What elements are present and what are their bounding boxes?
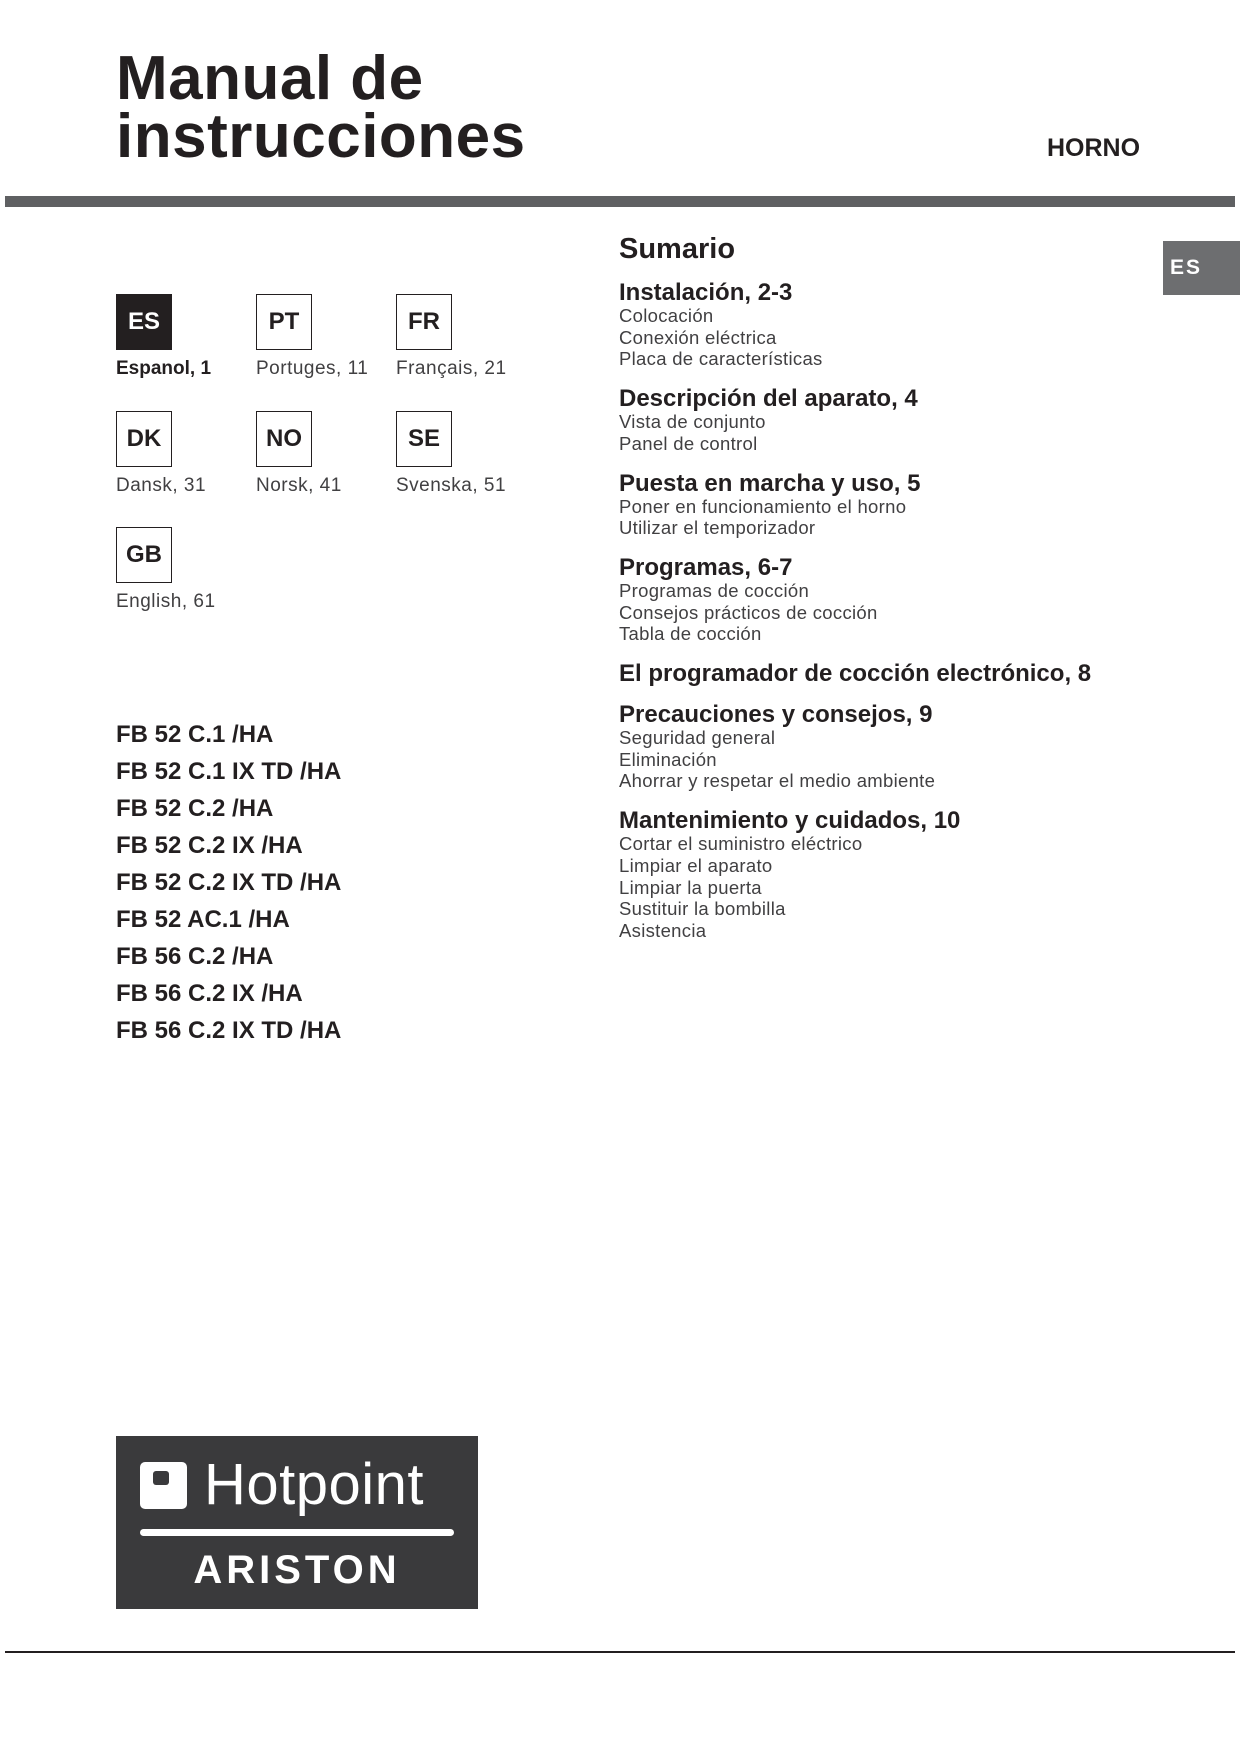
language-label: Norsk, 41 bbox=[256, 475, 342, 496]
language-code-box: SE bbox=[396, 411, 452, 467]
product-type: HORNO bbox=[1047, 134, 1141, 162]
language-entry-fr[interactable] bbox=[396, 294, 526, 380]
toc-section-mantenimiento[interactable] bbox=[619, 809, 1099, 942]
toc-heading: Instalación, 2-3 bbox=[619, 279, 793, 306]
language-label: Dansk, 31 bbox=[116, 475, 207, 496]
title-line-2: instrucciones bbox=[116, 102, 526, 171]
toc-item: Ahorrar y respetar el medio ambiente bbox=[619, 770, 936, 792]
language-label: Espanol, 1 bbox=[116, 358, 212, 379]
table-of-contents bbox=[619, 233, 1099, 959]
model-item: FB 52 C.2 IX /HA bbox=[116, 832, 303, 859]
toc-item: Seguridad general bbox=[619, 727, 776, 749]
toc-item: Panel de control bbox=[619, 432, 758, 454]
model-item: FB 52 AC.1 /HA bbox=[116, 906, 290, 933]
language-code-box: FR bbox=[396, 294, 452, 350]
toc-section-programador[interactable] bbox=[619, 662, 1099, 686]
logo-divider bbox=[140, 1529, 454, 1536]
toc-heading: Puesta en marcha y uso, 5 bbox=[619, 469, 921, 497]
toc-heading: Precauciones y consejos, 9 bbox=[619, 701, 933, 729]
toc-item: Limpiar el aparato bbox=[619, 854, 773, 876]
title-line-1: Manual de bbox=[116, 44, 424, 113]
brand-logo bbox=[116, 1436, 478, 1609]
toc-item: Tabla de cocción bbox=[619, 623, 762, 645]
model-item: FB 52 C.2 IX TD /HA bbox=[116, 869, 342, 896]
language-label: Portuges, 11 bbox=[256, 358, 369, 379]
model-item: FB 56 C.2 /HA bbox=[116, 943, 274, 970]
model-item: FB 56 C.2 IX TD /HA bbox=[116, 1017, 342, 1044]
toc-item: Cortar el suministro eléctrico bbox=[619, 833, 863, 855]
logo-brand-text: Hotpoint bbox=[204, 1452, 425, 1517]
header-divider bbox=[5, 196, 1235, 207]
toc-item: Vista de conjunto bbox=[619, 411, 766, 433]
logo-sub-text: ARISTON bbox=[193, 1548, 401, 1592]
language-entry-se[interactable] bbox=[396, 411, 526, 497]
language-code-box: PT bbox=[256, 294, 312, 350]
model-item: FB 52 C.1 /HA bbox=[116, 721, 274, 748]
language-entry-gb[interactable] bbox=[116, 527, 246, 613]
language-entry-es[interactable] bbox=[116, 294, 246, 380]
language-label: English, 61 bbox=[116, 591, 216, 612]
toc-item: Conexión eléctrica bbox=[619, 326, 777, 348]
toc-item: Eliminación bbox=[619, 748, 717, 770]
page-title bbox=[116, 44, 526, 171]
model-item: FB 52 C.1 IX TD /HA bbox=[116, 758, 342, 785]
toc-item: Colocación bbox=[619, 305, 714, 326]
language-code-box: NO bbox=[256, 411, 312, 467]
toc-item: Poner en funcionamiento el horno bbox=[619, 495, 907, 517]
language-code-box: GB bbox=[116, 527, 172, 583]
language-label: Svenska, 51 bbox=[396, 475, 507, 496]
language-code-box: ES bbox=[116, 294, 172, 350]
language-entry-dk[interactable] bbox=[116, 411, 246, 497]
toc-item: Consejos prácticos de cocción bbox=[619, 601, 878, 623]
toc-heading: Mantenimiento y cuidados, 10 bbox=[619, 807, 961, 835]
toc-item: Utilizar el temporizador bbox=[619, 517, 816, 539]
toc-section-programas[interactable] bbox=[619, 553, 1099, 645]
logo-square-icon bbox=[140, 1462, 187, 1509]
model-item: FB 56 C.2 IX /HA bbox=[116, 980, 303, 1007]
toc-section-descripcion[interactable] bbox=[619, 387, 1099, 454]
toc-section-puesta-en-marcha[interactable] bbox=[619, 469, 1099, 539]
toc-heading: Descripción del aparato, 4 bbox=[619, 385, 918, 413]
toc-heading: El programador de cocción electrónico, 8 bbox=[619, 660, 1092, 688]
language-entry-pt[interactable] bbox=[256, 294, 386, 380]
language-code-box: DK bbox=[116, 411, 172, 467]
model-list bbox=[116, 716, 341, 1049]
toc-item: Programas de cocción bbox=[619, 579, 810, 601]
toc-section-precauciones[interactable] bbox=[619, 703, 1099, 792]
toc-section-instalacion[interactable] bbox=[619, 281, 1099, 370]
toc-item: Placa de características bbox=[619, 348, 823, 370]
toc-title: Sumario bbox=[619, 233, 736, 265]
footer-divider bbox=[5, 1651, 1235, 1653]
toc-item: Sustituir la bombilla bbox=[619, 898, 786, 920]
toc-item: Limpiar la puerta bbox=[619, 876, 762, 898]
model-item: FB 52 C.2 /HA bbox=[116, 795, 274, 822]
language-entry-no[interactable] bbox=[256, 411, 386, 497]
toc-heading: Programas, 6-7 bbox=[619, 553, 793, 581]
language-label: Français, 21 bbox=[396, 358, 507, 379]
language-side-tab: ES bbox=[1163, 241, 1240, 295]
toc-item: Asistencia bbox=[619, 919, 707, 941]
